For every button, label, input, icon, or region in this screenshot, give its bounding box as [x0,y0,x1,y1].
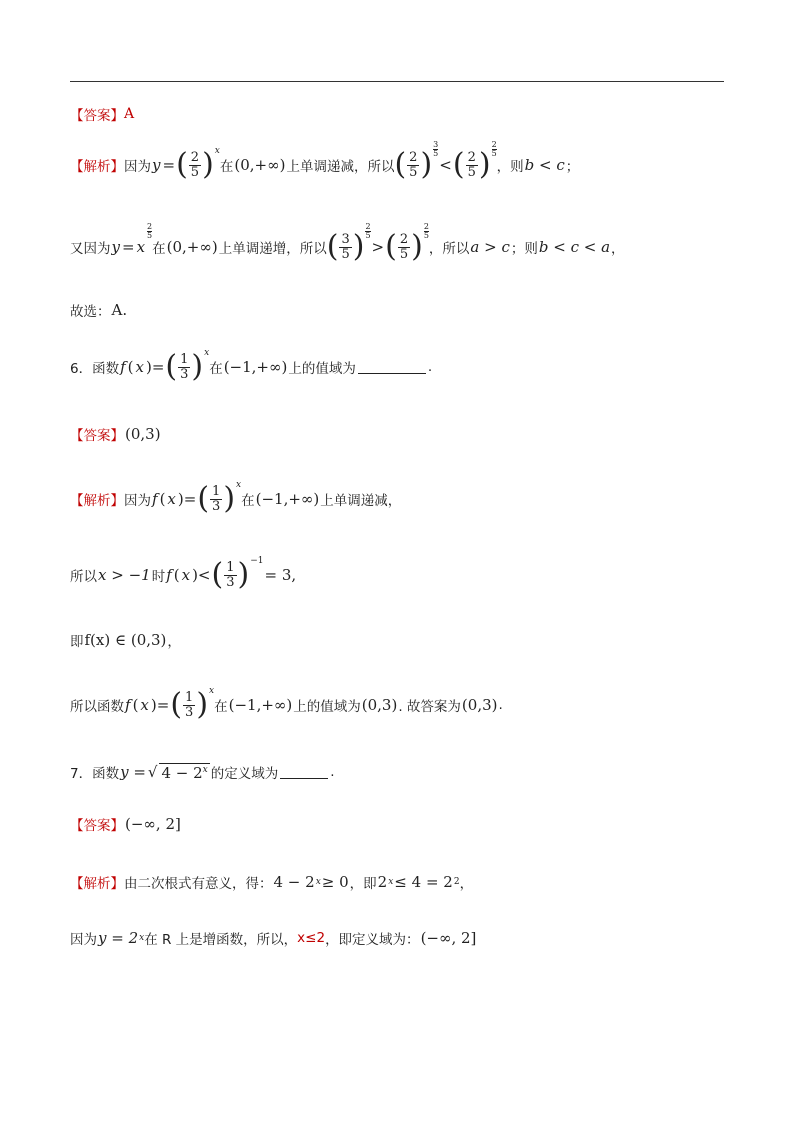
text: 故选： [70,304,111,320]
math-y: y [152,156,161,174]
expression: 2 [377,873,388,891]
analysis-7-line-1: 【解析】 由二次根式有意义，得： 4 − 2 x ≥ 0 ，即 2 x ≤ 4 = 2 2 ， [70,873,474,892]
inequality: a > c [470,238,510,256]
question-number: 6．函数 [70,361,120,377]
text: 在 [209,361,223,377]
header-rule [70,81,724,82]
analysis-6-line-1: 【解析】 因为 f ( x )= ( $\frac{1}{3}$ ) x 在 (−1,+∞) 上单调递减， [70,480,402,516]
question-7: 7．函数 y = √ $4 - 2^x$ 的定义域为 . [70,763,335,782]
text: ； [565,159,580,175]
answer-tag: 【答案】 [70,818,124,834]
choice: A. [111,301,128,319]
expression: f(x) ∈ (0,3) [84,631,167,649]
text: 在 [214,699,228,715]
text: . [427,359,433,375]
analysis-tag: 【解析】 [70,493,124,509]
answer-line-7 [70,814,182,834]
analysis-tag: 【解析】 [70,159,124,175]
range: (0,3) [361,696,398,714]
answer-line-6 [70,424,162,444]
answer-blank [358,360,426,374]
text: 时 [151,569,166,585]
text: . [498,697,503,713]
text: 即 [70,634,84,650]
analysis-7-line-2: 因为 y = 2 x 在 R 上是增函数，所以， x≤2 ，即定义域为： (−∞, 2] [70,929,477,948]
text: 在 [241,493,255,509]
text: 上单调递减，所以 [286,159,395,175]
interval: (−1,+∞) [228,696,293,714]
text: 上的值域为 [293,699,361,715]
text: ，即 [349,876,377,892]
text: 所以函数 [70,699,124,715]
text: 在 [219,159,234,175]
text: 由二次根式有意义，得： [124,876,273,892]
analysis-line-2: 又因为 y = x 2 5 在 (0,+∞) 上单调递增，所以 ( $\frac{3}{5}$ ) 2 5 > ( $\frac{2}{5}$ ) 2 5 ，所以 a > c ；则 b < c < a ， [70,221,625,264]
text: 所以 [70,569,97,585]
text: . [330,764,335,780]
domain-result: (−∞, 2] [420,929,477,947]
text: . 故答案为 [398,699,461,715]
conclusion-line [70,300,128,320]
analysis-line-1: 【解析】 因为 y = ( $\frac{2}{5}$ ) x 在 (0,+∞) 上单调递减，所以 ( $\frac{2}{5}$ ) 3 5 < ( $\frac{2}{5}$ ) 2 5 ，则 b < c ； [70,139,580,182]
answer-tag: 【答案】 [70,428,124,444]
text: 上的值域为 [288,361,356,377]
question-6: 6．函数 f ( x )= ( $\frac{1}{3}$ ) x 在 (−1,+∞) 上的值域为 . [70,348,433,384]
expression: y = 2 [98,929,139,947]
expression: y = [120,763,146,781]
fraction: $\frac{2}{5}$ [190,149,200,180]
question-number: 7．函数 [70,766,120,782]
expression: ≥ 0 [321,873,349,891]
answer-value: (−∞, 2] [125,815,181,833]
text: 上单调递减， [320,493,402,509]
analysis-6-line-3 [70,630,181,650]
inequality: b < c [524,156,565,174]
analysis-6-line-4: 所以函数 f ( x )= ( $\frac{1}{3}$ ) x 在 (−1,+∞) 上的值域为 (0,3) . 故答案为 (0,3) . [70,686,503,722]
condition: x≤2 [297,930,326,946]
answer-value: A [124,106,135,122]
text: 在 [152,241,166,257]
text: ，则 [496,159,524,175]
text: 因为 [124,159,151,175]
answer-tag: 【答案】 [70,108,124,124]
result: = 3, [264,566,297,584]
analysis-tag: 【解析】 [70,876,124,892]
text: ，所以 [428,241,470,257]
inequality: b < c < a [538,238,611,256]
interval: (0,+∞) [166,238,218,256]
text: 在 R 上是增函数，所以， [144,932,298,948]
text: ， [167,634,181,650]
range: (0,3) [461,696,498,714]
text: 因为 [124,493,151,509]
condition: x > −1 [98,566,151,584]
text: ，即定义域为： [325,932,420,948]
text: 因为 [70,932,97,948]
text: ， [611,241,625,257]
answer-value: (0,3) [125,425,161,443]
interval: (−1,+∞) [255,490,320,508]
interval: (−1,+∞) [223,358,288,376]
text: 上单调递增，所以 [218,241,327,257]
answer-blank [280,765,328,779]
expression: 4 − 2 [273,873,315,891]
text: 又因为 [70,241,111,257]
expression: ≤ 4 = 2 [394,873,453,891]
text: ；则 [510,241,538,257]
text: 的定义域为 [210,766,279,782]
analysis-6-line-2: 所以 x > −1 时 f ( x )< ( $\frac{1}{3}$ ) −1 = 3, [70,556,297,592]
radicand: 4 − 2 [161,763,203,782]
text: ， [459,876,474,892]
interval: (0,+∞) [234,156,286,174]
answer-line [70,104,134,124]
